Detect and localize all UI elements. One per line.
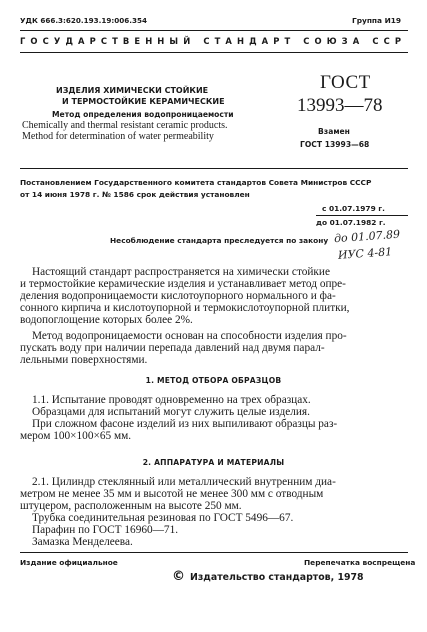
section-1-line: мером 100×100×65 мм. [20,430,132,442]
udk-code: УДК 666.3:620.193.19:006.354 [20,16,148,25]
section-1-heading: 1. МЕТОД ОТБОРА ОБРАЗЦОВ [145,376,282,385]
handwritten-extension-date: до 01.07.89 [333,227,401,246]
standard-title-en-line-2: Method for determination of water permeability [22,131,214,142]
intro-p2-line: Метод водопроницаемости основан на способности изделия про- [32,330,347,342]
section-1-line: При сложном фасоне изделий из них выпиливают образцы раз- [32,418,338,430]
effective-from-underline [316,215,408,216]
intro-p1-line: водопоглощение которых более 2%. [20,314,193,326]
gost-label: ГОСТ [320,72,371,93]
banner-rule [20,52,408,53]
handwritten-ius-note: ИУС 4-81 [337,245,393,262]
intro-p2-line: лельными поверхностями. [20,354,148,366]
reprint-prohibited-label: Перепечатка воспрещена [304,558,416,567]
standard-title-en-line-1: Chemically and thermal resistant ceramic products. [22,120,228,131]
section-1-line: Образцами для испытаний могут служить целые изделия. [32,406,310,418]
section-2-line: Замазка Менделеева. [32,536,133,548]
intro-p2-line: пускать воду при наличии перепада давлений над двумя парал- [20,342,325,354]
standard-title-line-1: ИЗДЕЛИЯ ХИМИЧЕСКИ СТОЙКИЕ [56,86,209,95]
official-edition-label: Издание официальное [20,558,118,567]
group-code: Группа И19 [352,16,402,25]
intro-p1-line: и термостойкие керамические изделия и устанавливает метод опре- [20,278,346,290]
effective-from-date: с 01.07.1979 г. [322,204,385,213]
replaces-label: Взамен [318,127,350,136]
intro-p1-line: Настоящий стандарт распространяется на химически стойкие [32,266,330,278]
replaces-value: ГОСТ 13993—68 [300,140,370,149]
decree-line-1: Постановлением Государственного комитета стандартов Совета Министров СССР [20,178,372,187]
section-2-line: метром не менее 35 мм и высотой не менее 300 мм с отводным [20,488,324,500]
intro-p1-line: деления водопроницаемости кислотоупорного нормального и фа- [20,290,336,302]
publisher-line: Издательство стандартов, 1978 [190,572,364,583]
top-rule [20,30,408,31]
intro-p1-line: сонного кирпича и кислотоупорной и термокислотоупорной плитки, [20,302,350,314]
gost-number: 13993—78 [297,95,383,116]
section-2-heading: 2. АППАРАТУРА И МАТЕРИАЛЫ [142,458,285,467]
section-2-line: Трубка соединительная резиновая по ГОСТ 5496—67. [32,512,294,524]
section-2-line: Парафин по ГОСТ 16960—71. [32,524,179,536]
title-block-rule [20,168,408,169]
state-standard-banner: ГОСУДАРСТВЕННЫЙ СТАНДАРТ СОЮЗА ССР [20,36,407,46]
standard-subtitle-ru: Метод определения водопроницаемости [52,110,234,119]
prosecution-notice: Несоблюдение стандарта преследуется по закону [110,236,329,245]
copyright-symbol: © [172,569,185,584]
decree-line-2: от 14 июня 1978 г. № 1586 срок действия установлен [20,190,250,199]
section-1-line: 1.1. Испытание проводят одновременно на трех образцах. [32,394,311,406]
section-2-line: 2.1. Цилиндр стеклянный или металлический внутренним диа- [32,476,336,488]
footer-rule [20,552,408,553]
section-2-line: штуцером, расположенным на высоте 250 мм. [20,500,242,512]
standard-title-line-2: И ТЕРМОСТОЙКИЕ КЕРАМИЧЕСКИЕ [62,97,225,106]
effective-to-date: до 01.07.1982 г. [316,218,386,227]
